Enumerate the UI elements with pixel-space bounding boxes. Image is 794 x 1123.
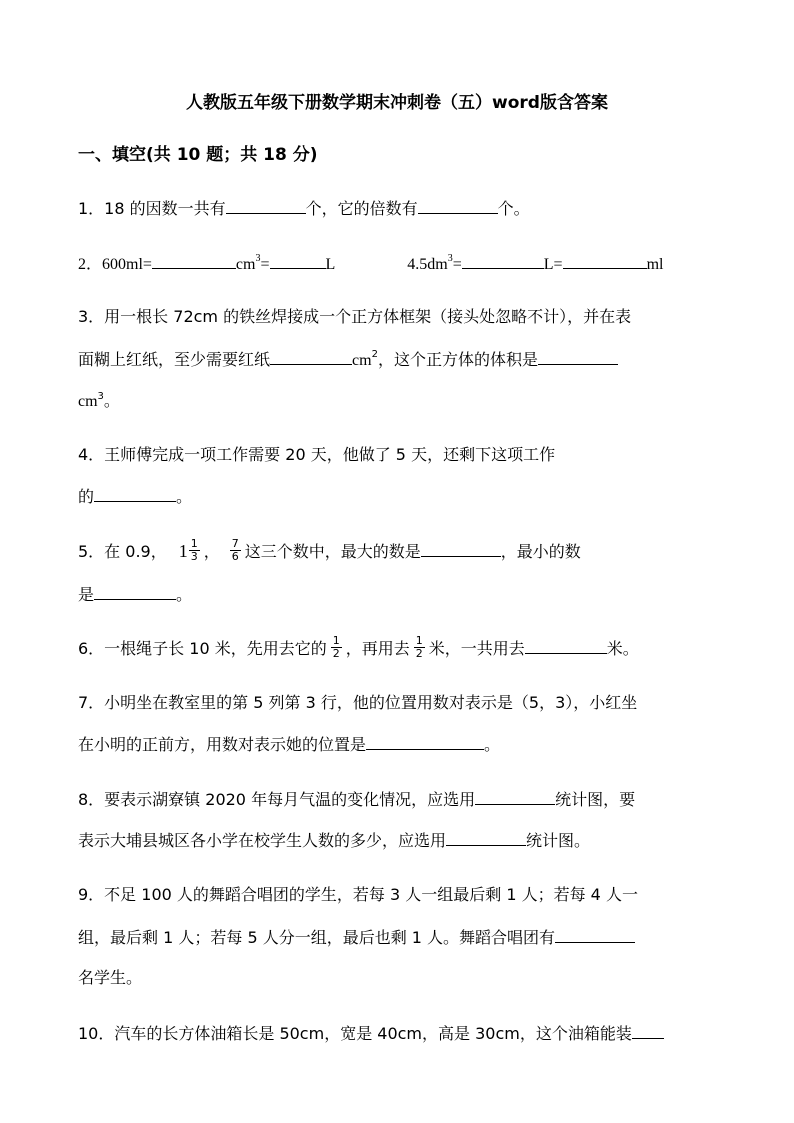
- answer-blank[interactable]: [555, 926, 635, 943]
- fraction: $\frac{1}{3}$: [190, 537, 198, 563]
- answer-blank[interactable]: [446, 829, 526, 846]
- page-title: 人教版五年级下册数学期末冲刺卷（五）word版含答案: [186, 93, 608, 113]
- answer-blank[interactable]: [475, 788, 555, 805]
- answer-blank[interactable]: [563, 252, 647, 269]
- answer-blank[interactable]: [525, 637, 607, 654]
- answer-blank[interactable]: [632, 1022, 664, 1039]
- question-1: 1．18 的因数一共有 个，它的倍数有 个。: [78, 199, 530, 218]
- answer-blank[interactable]: [152, 252, 236, 269]
- answer-blank[interactable]: [94, 485, 176, 502]
- question-3-line-3: $cm^3$。: [78, 391, 120, 410]
- answer-blank[interactable]: [270, 252, 326, 269]
- answer-blank[interactable]: [270, 348, 352, 365]
- question-5-line-2: 是 。: [78, 585, 193, 604]
- question-9-line-3: 名学生。: [78, 968, 143, 987]
- question-6: 6．一根绳子长 10 米，先用去它的 $\frac{1}{2}$ ，再用去 $\frac{1}{2}$ 米，一共用去 米。: [78, 634, 639, 660]
- question-9-line-2: 组，最后剩 1 人；若每 5 人分一组，最后也剩 1 人。舞蹈合唱团有: [78, 926, 635, 949]
- answer-blank[interactable]: [418, 197, 498, 214]
- question-3-line-1: 3．用一根长 72cm 的铁丝焊接成一个正方体框架（接头处忽略不计），并在表: [78, 307, 632, 326]
- answer-blank[interactable]: [94, 583, 176, 600]
- answer-blank[interactable]: [226, 197, 306, 214]
- answer-blank[interactable]: [538, 348, 618, 365]
- answer-blank[interactable]: [366, 733, 484, 750]
- question-4-line-1: 4．王师傅完成一项工作需要 20 天，他做了 5 天，还剩下这项工作: [78, 445, 556, 464]
- question-2: 2．$600ml= cm^3= L$ $4.5dm^3= L=$ ml: [78, 253, 664, 273]
- answer-blank[interactable]: [462, 252, 544, 269]
- question-3-line-2: 面糊上红纸，至少需要红纸 $cm^2$，这个正方体的体积是: [78, 348, 618, 372]
- question-8-line-2: 表示大埔县城区各小学在校学生人数的多少，应选用 统计图。: [78, 831, 591, 850]
- question-4-line-2: 的 。: [78, 487, 193, 506]
- question-9-line-1: 9．不足 100 人的舞蹈合唱团的学生，若每 3 人一组最后剩 1 人；若每 4 人一: [78, 885, 638, 904]
- fraction: $\frac{1}{2}$: [415, 634, 423, 660]
- question-7-line-1: 7．小明坐在教室里的第 5 列第 3 行，他的位置用数对表示是（5，3），小红坐: [78, 693, 638, 712]
- section-heading: 一、填空(共 10 题；共 18 分): [78, 145, 318, 165]
- answer-blank[interactable]: [421, 540, 501, 557]
- fraction: $\frac{7}{6}$: [231, 537, 239, 563]
- question-7-line-2: 在小明的正前方，用数对表示她的位置是 。: [78, 735, 501, 754]
- question-5-line-1: 5．在 0.9， 1 $\frac{1}{3}$ ， $\frac{7}{6}$ 这三个数中，最大的数是 ，最小的数: [78, 537, 581, 563]
- mixed-number-whole: 1: [178, 541, 188, 561]
- question-10: 10．汽车的长方体油箱长是 50cm，宽是 40cm，高是 30cm，这个油箱能装: [78, 1022, 664, 1045]
- question-8-line-1: 8．要表示湖寮镇 2020 年每月气温的变化情况，应选用 统计图，要: [78, 790, 636, 809]
- fraction: $\frac{1}{2}$: [332, 634, 340, 660]
